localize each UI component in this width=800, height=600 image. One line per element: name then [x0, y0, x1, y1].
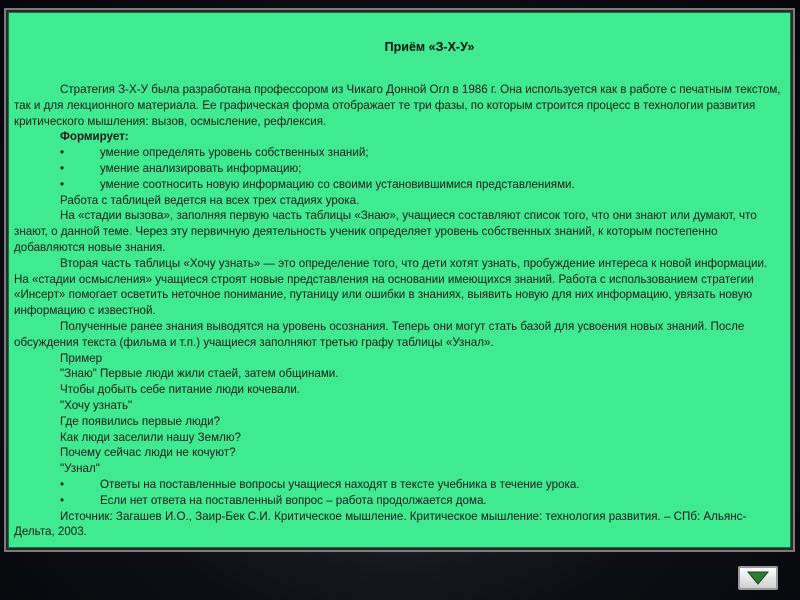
example-line: Где появились первые люди?: [60, 414, 221, 428]
example-line: Почему сейчас люди не кочуют?: [60, 446, 236, 460]
challenge-paragraph: На «стадии вызова», заполняя первую часть таблицы «Знаю», учащиеся составляют список того, что они знают или думают, что знают, о данной теме. Через эту первичную деятельность ученик определяет уровень собственных знаний, к которым постепенно добавляются новые знания.: [14, 209, 757, 254]
received-paragraph: Полученные ранее знания выводятся на уровень осознания. Теперь они могут стать базой для усвоения новых знаний. После обсуждения текста (фильма и т.п.) учащиеся заполняют третью графу таблицы «Узнал».: [14, 319, 745, 349]
arrow-down-icon: [747, 571, 769, 585]
list-item: [14, 477, 782, 493]
work-paragraph: Работа с таблицей ведется на всех трех стадиях урока.: [60, 193, 360, 207]
second-part-paragraph: Вторая часть таблицы «Хочу узнать» — это определение того, что дети хотят узнать, пробуждение интереса к новой информации. На «стадии осмысления» учащиеся строят новые представления на основании имеющихся знаний. Работа с использованием стратегии «Инсерт» помогает осветить неточное понимание, путаницу или ошибки в знаниях, выявить новую для них информацию, увязать новую информацию с известной.: [14, 256, 768, 318]
forms-item-2: умение анализировать информацию;: [100, 161, 302, 175]
example-line: Чтобы добыть себе питание люди кочевали.: [60, 383, 301, 397]
intro-paragraph: Стратегия З-Х-У была разработана профессором из Чикаго Донной Огл в 1986 г. Она используется как в работе с печатным текстом, так и для лекционного материала. Ее графическая форма отображает те три фазы, по которым строится процесс в технологии развития критического мышления: вызов, осмысление, рефлексия.: [14, 83, 781, 128]
source-paragraph: Источник: Загашев И.О., Заир-Бек С.И. Критическое мышление. Критическое мышление: технология развития. – СПб: Альянс-Дельта, 2003.: [14, 509, 747, 539]
bullet-mark: •: [60, 177, 65, 191]
example-line: Пример: [60, 351, 103, 365]
example-line: "Узнал": [60, 462, 100, 476]
list-item: [14, 145, 782, 161]
list-item: [14, 161, 782, 177]
list-item: [14, 493, 782, 509]
bullet-mark: •: [60, 493, 65, 507]
slide-title: Приём «З-Х-У»: [384, 40, 475, 54]
example-line: "Хочу узнать": [60, 398, 133, 412]
learned-item-1: Ответы на поставленные вопросы учащиеся находят в тексте учебника в течение урока.: [100, 477, 580, 491]
forms-item-3: умение соотносить новую информацию со своими установившимися представлениями.: [100, 177, 575, 191]
bullet-mark: •: [60, 477, 65, 491]
bullet-mark: •: [60, 161, 65, 175]
forms-label: Формирует:: [60, 130, 129, 144]
list-item: [14, 177, 782, 193]
bullet-mark: •: [60, 146, 65, 160]
slide-panel: [6, 10, 793, 550]
learned-item-2: Если нет ответа на поставленный вопрос – работа продолжается дома.: [100, 493, 487, 507]
example-line: "Знаю" Первые люди жили стаей, затем общинами.: [60, 367, 339, 381]
example-line: Как люди заселили нашу Землю?: [60, 430, 241, 444]
next-slide-button[interactable]: [738, 566, 778, 590]
slide-text: [14, 82, 782, 540]
forms-item-1: умение определять уровень собственных знаний;: [100, 146, 369, 160]
